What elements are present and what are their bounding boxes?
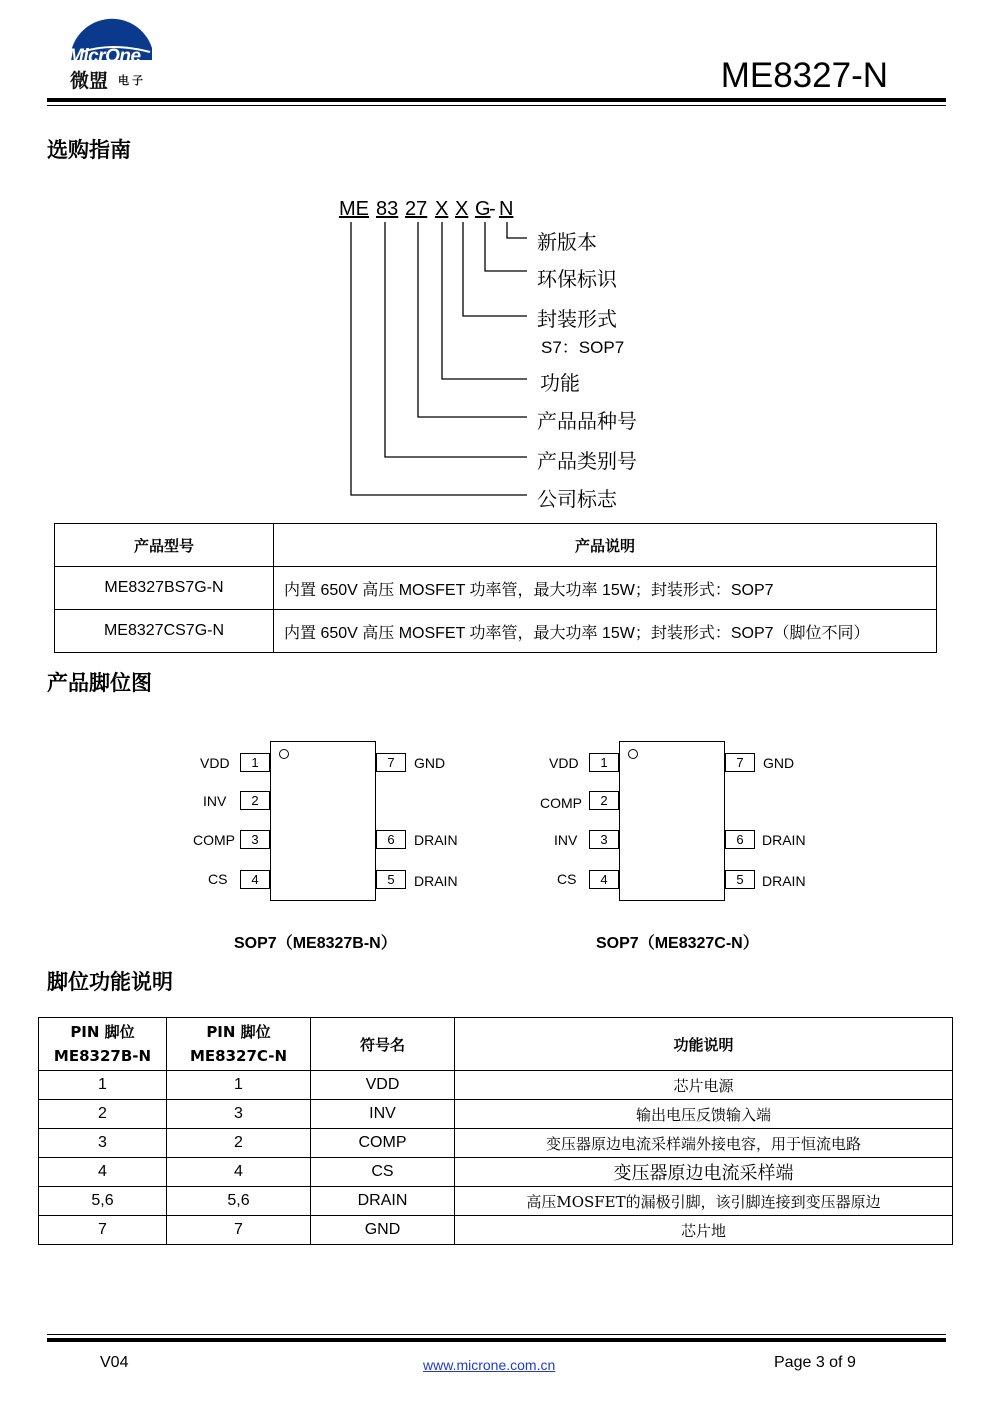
label-variety: 产品品种号 [537,409,637,433]
cell-function: 芯片电源 [455,1071,953,1100]
pin-number: 3 [240,830,270,849]
code-part-dash: - [489,198,496,220]
table-row [39,1187,953,1216]
label-green: 环保标识 [537,267,617,291]
code-part-package: X [455,198,469,220]
footer-website-link[interactable]: www.microne.com.cn [423,1357,556,1373]
pin-function-table [38,1017,953,1245]
pin-number: 2 [240,791,270,810]
pin-label: GND [414,755,446,771]
cell-function: 输出电压反馈输入端 [455,1100,953,1129]
pin-number: 4 [589,870,619,889]
code-part-green: G [475,198,491,220]
chip-caption: SOP7（ME8327B-N） [234,935,397,952]
product-table-header [55,524,937,567]
section-title-pinfunc: 脚位功能说明 [47,970,173,994]
pin-number: 5 [376,870,406,889]
chip-caption: SOP7（ME8327C-N） [596,935,759,952]
pin-label: CS [557,871,577,887]
label-package: 封装形式 [537,307,617,331]
cell-symbol: DRAIN [311,1187,455,1216]
header-pin-c-line2: ME8327C-N [189,1047,288,1065]
pin-label: GND [763,755,795,771]
label-package-note: S7：SOP7 [541,338,625,357]
table-row [39,1216,953,1245]
pin-label: VDD [200,755,230,771]
header-description: 产品说明 [274,524,937,567]
header-pin-b [39,1018,167,1071]
section-title-pinout: 产品脚位图 [47,671,152,695]
pin-label: INV [203,793,227,809]
table-row [55,567,937,610]
footer-rule-thick [47,1338,946,1342]
cell-symbol: INV [311,1100,455,1129]
label-company: 公司标志 [537,487,617,511]
pin-label: VDD [549,755,579,771]
code-part-version: N [499,198,514,220]
table-row [39,1129,953,1158]
logo-text-cn: 微盟 [70,70,109,92]
pin-number: 3 [589,830,619,849]
pin-number: 4 [240,870,270,889]
section-title-ordering: 选购指南 [47,138,131,162]
cell-function: 高压MOSFET的漏极引脚，该引脚连接到变压器原边 [455,1187,953,1216]
cell-pin-b: 5,6 [39,1187,167,1216]
header-function: 功能说明 [455,1018,953,1071]
logo-text-en: MicrOne [68,46,141,67]
chip-body [619,741,725,901]
label-function: 功能 [540,371,580,395]
cell-pin-b: 4 [39,1158,167,1187]
pin-number: 6 [376,830,406,849]
header-pin-c-line1: PIN 脚位 [206,1023,271,1041]
cell-pin-b: 2 [39,1100,167,1129]
header-symbol: 符号名 [311,1018,455,1071]
pin-label: DRAIN [762,832,806,848]
pin-label: DRAIN [762,873,806,889]
cell-model: ME8327CS7G-N [55,610,274,653]
pin-number: 1 [589,753,619,772]
pin-number: 5 [725,870,755,889]
pin-number: 6 [725,830,755,849]
code-part-me: ME [339,198,369,220]
cell-pin-c: 7 [167,1216,311,1245]
pin-label: INV [554,832,578,848]
cell-description: 内置 650V 高压 MOSFET 功率管，最大功率 15W；封装形式：SOP7 [274,567,937,610]
pin-label: DRAIN [414,873,458,889]
pin-function-header [39,1018,953,1071]
pin-label: COMP [193,832,235,848]
label-category: 产品类别号 [537,449,637,473]
footer-version: V04 [100,1354,129,1371]
cell-pin-b: 1 [39,1071,167,1100]
cell-pin-c: 1 [167,1071,311,1100]
cell-symbol: GND [311,1216,455,1245]
header-part-number: ME8327-N [720,56,888,95]
header-model: 产品型号 [55,524,274,567]
pin-number: 7 [376,753,406,772]
cell-pin-c: 4 [167,1158,311,1187]
cell-pin-c: 5,6 [167,1187,311,1216]
table-row [55,610,937,653]
code-part-83: 83 [376,198,399,220]
cell-pin-c: 2 [167,1129,311,1158]
cell-function: 芯片地 [455,1216,953,1245]
cell-function: 变压器原边电流采样端外接电容，用于恒流电路 [455,1129,953,1158]
cell-symbol: VDD [311,1071,455,1100]
table-row [39,1071,953,1100]
pin-number: 7 [725,753,755,772]
header-pin-c [167,1018,311,1071]
pin-number: 1 [240,753,270,772]
pin-label: DRAIN [414,832,458,848]
footer-rule-thin [47,1334,946,1335]
pin-label: COMP [540,795,582,811]
cell-pin-b: 3 [39,1129,167,1158]
header-pin-b-line2: ME8327B-N [53,1047,152,1065]
footer-page-number: Page 3 of 9 [774,1354,856,1371]
chip-body [270,741,376,901]
code-part-27: 27 [405,198,428,220]
table-row [39,1158,953,1187]
label-new-version: 新版本 [537,230,597,254]
cell-symbol: COMP [311,1129,455,1158]
pin-number: 2 [589,791,619,810]
cell-model: ME8327BS7G-N [55,567,274,610]
cell-symbol: CS [311,1158,455,1187]
header-pin-b-line1: PIN 脚位 [70,1023,135,1041]
code-part-function: X [435,198,449,220]
pin-label: CS [208,871,228,887]
table-row [39,1100,953,1129]
cell-function: 变压器原边电流采样端 [455,1158,953,1187]
ordering-lead-lines [0,0,991,520]
cell-pin-b: 7 [39,1216,167,1245]
cell-pin-c: 3 [167,1100,311,1129]
product-table [54,523,937,653]
pin1-marker-icon [628,749,638,759]
cell-description: 内置 650V 高压 MOSFET 功率管，最大功率 15W；封装形式：SOP7（脚位不同） [274,610,937,653]
pin1-marker-icon [279,749,289,759]
logo-text-cn-small: 电子 [118,74,146,87]
